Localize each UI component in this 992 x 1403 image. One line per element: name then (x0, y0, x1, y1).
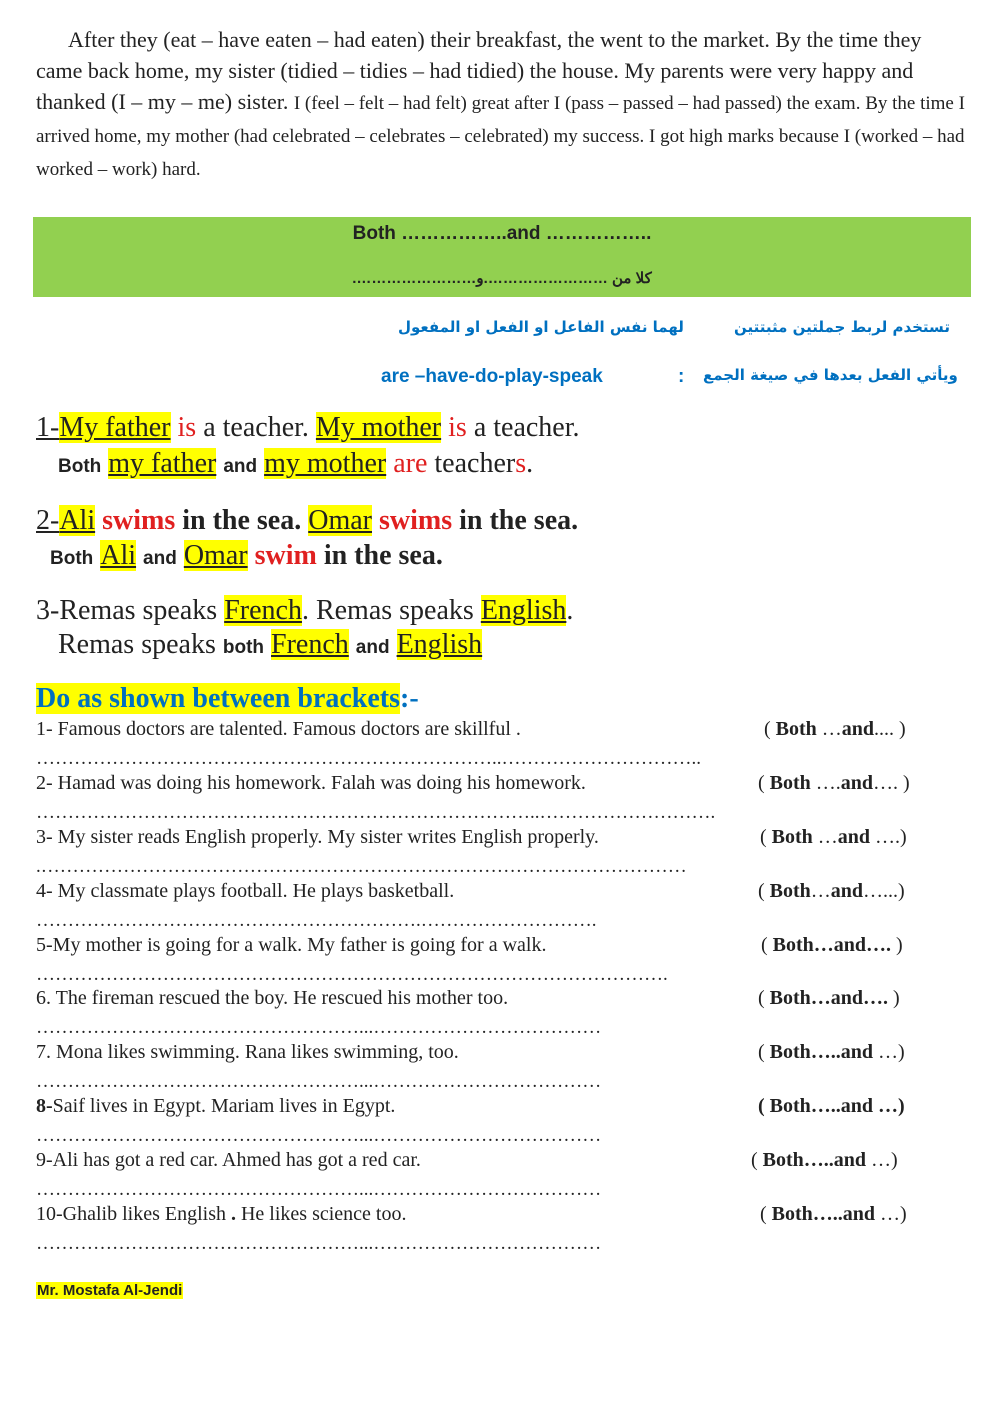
example-2-sentence: 2-Ali swims in the sea. Omar swims in the sea. (36, 505, 579, 536)
example-3-answer: Remas speaks both French and English (58, 629, 483, 660)
arabic-colon: : (678, 366, 685, 387)
answer-line-5[interactable]: ………………………………………………………………………………………. (36, 964, 668, 985)
intro-paragraph (36, 24, 968, 185)
paragraph-part-2: I (feel – felt – had felt) great after I (pass – passed – had passed) the exam. By the time I arrived home, my mother (had celebrated – celebrates – celebrated) my success. I got high marks because I (worked – had worked – work) hard. (36, 93, 965, 180)
arabic-rule-1-right: تستخدم لربط جملتين مثبتتين (734, 318, 950, 336)
answer-line-3[interactable]: .………………………………………………………………………………………… (36, 856, 687, 877)
exercise-item-1: 1- Famous doctors are talented. Famous doctors are skillful . ( Both …and.... ) (36, 718, 906, 740)
banner-english: Both ……………..and …………….. (352, 223, 652, 244)
answer-line-7[interactable]: ……………………………………………...……………………………… (36, 1071, 602, 1092)
exercise-item-7: 7. Mona likes swimming. Rana likes swimming, too. ( Both…..and …) (36, 1041, 905, 1063)
example-1-answer: Both my father and my mother are teachers. (58, 448, 534, 479)
answer-line-1[interactable]: ………………………………………………………………..………………………….. (36, 748, 701, 769)
answer-line-4[interactable]: …………………………………………………….………………………. (36, 910, 597, 931)
arabic-rule-1-left: لهما نفس الفاعل او الفعل او المفعول (398, 318, 684, 336)
answer-line-2[interactable]: ……………………………………………………………………..………………………. (36, 802, 716, 823)
exercise-item-4: 4- My classmate plays football. He plays basketball. ( Both…and…...) (36, 880, 905, 902)
exercise-item-9: 9-Ali has got a red car. Ahmed has got a red car. ( Both…..and …) (36, 1149, 898, 1171)
exercise-item-5: 5-My mother is going for a walk. My father is going for a walk. ( Both…and…. ) (36, 934, 903, 956)
exercise-heading: Do as shown between brackets:- (36, 683, 419, 714)
answer-line-8[interactable]: ……………………………………………...……………………………… (36, 1125, 602, 1146)
rule-banner (33, 217, 971, 297)
example-1-sentence: 1-My father is a teacher. My mother is a teacher. (36, 412, 580, 443)
exercise-item-8: 8-Saif lives in Egypt. Mariam lives in Egypt. ( Both…..and …) (36, 1095, 905, 1117)
exercise-item-2: 2- Hamad was doing his homework. Falah was doing his homework. ( Both ….and…. ) (36, 772, 910, 794)
plural-verbs-list: are –have-do-play-speak (381, 366, 603, 387)
author-signature: Mr. Mostafa Al-Jendi (37, 1282, 183, 1299)
arabic-rule-2-right: ويأتي الفعل بعدها في صيغة الجمع (703, 366, 958, 384)
example-2-answer: Both Ali and Omar swim in the sea. (50, 540, 443, 571)
paragraph-part-1: After they (eat – have eaten – had eaten) their breakfast, the went to the market. By the time they came back home, my sister (tidied – tidies – had tidied) the house. My parents were very happy and thanked (I – my – me) sister. (36, 27, 922, 114)
answer-line-10[interactable]: ……………………………………………...……………………………… (36, 1233, 602, 1254)
exercise-item-6: 6. The fireman rescued the boy. He rescued his mother too. ( Both…and…. ) (36, 987, 900, 1009)
exercise-item-10: 10-Ghalib likes English . He likes science too. ( Both…..and …) (36, 1203, 907, 1225)
banner-arabic: كلا من …………………….و……………………. (352, 270, 652, 287)
example-3-sentence: 3-Remas speaks French. Remas speaks English. (36, 595, 574, 626)
answer-line-6[interactable]: ……………………………………………...……………………………… (36, 1017, 602, 1038)
answer-line-9[interactable]: ……………………………………………...……………………………… (36, 1179, 602, 1200)
exercise-item-3: 3- My sister reads English properly. My sister writes English properly. ( Both …and ….) (36, 826, 907, 848)
